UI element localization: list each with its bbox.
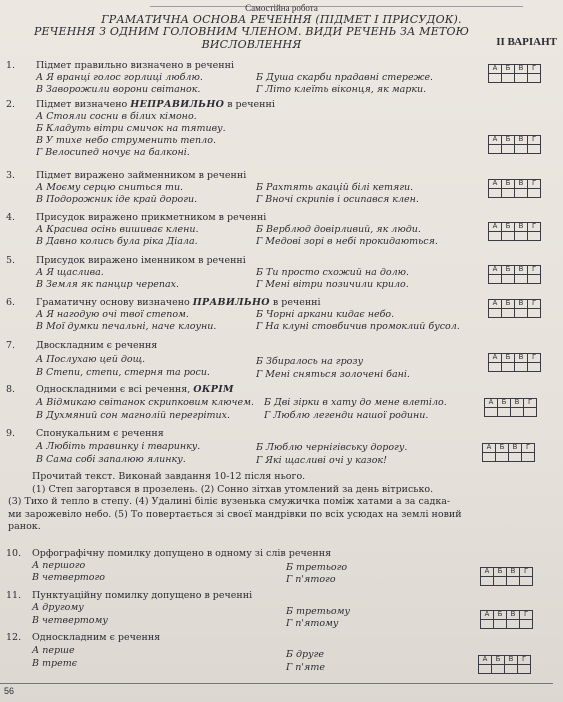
question-1: [6, 60, 557, 100]
option-b: Б Верблюд довірливий, як люди.: [256, 224, 421, 235]
answer-cell[interactable]: [489, 363, 502, 372]
option-d: Г Медові зорі в небі прокидаються.: [256, 236, 438, 247]
answer-cell[interactable]: [489, 189, 502, 198]
option-b: Б друге: [286, 649, 325, 660]
answer-cell[interactable]: [515, 145, 528, 154]
option-a: А Красива осінь вишиває клени.: [36, 224, 199, 235]
option-d: Г Мені вітри позичили крило.: [256, 279, 409, 290]
option-d: Г Вночі скрипів і осипався клен.: [256, 194, 419, 205]
option-c: В Земля як панцир черепах.: [36, 279, 180, 290]
worksheet-label: Самостійна робота: [245, 3, 318, 13]
answer-cell[interactable]: [496, 453, 509, 462]
question-5: [6, 255, 557, 295]
option-d: Г Літо клеїть віконця, як марки.: [256, 84, 427, 95]
option-b: Б Ти просто схожий на долю.: [256, 267, 410, 278]
option-d: Г п'ятого: [286, 574, 336, 585]
question-number: 7.: [6, 340, 16, 351]
option-b: Б Люблю чернігівську дорогу.: [256, 442, 408, 453]
task-11: [6, 590, 557, 630]
answer-grid-1: А Б В Г: [488, 64, 541, 83]
option-d: Г п'ятому: [286, 618, 339, 629]
option-d: Г Мені сняться золочені бані.: [256, 369, 410, 380]
task-stem: Односкладним є речення: [32, 632, 161, 643]
answer-grid-5: А Б В Г: [488, 265, 541, 284]
option-d: Г Велосипед ночує на балконі.: [36, 147, 190, 158]
option-a: А Я щаслива.: [36, 267, 104, 278]
option-c: В У тихе небо струменить тепло.: [36, 135, 216, 146]
question-number: 5.: [6, 255, 16, 266]
reading-intro: Прочитай текст. Виконай завдання 10-12 після нього.: [32, 471, 306, 482]
option-c: В Духмяний сон магнолій перегрітих.: [36, 410, 231, 421]
answer-cell[interactable]: [528, 275, 541, 284]
question-4: [6, 212, 557, 252]
answer-cell[interactable]: [515, 232, 528, 241]
reading-line-4: ранок.: [8, 521, 41, 532]
answer-cell[interactable]: [494, 620, 507, 629]
option-d: Г На клуні стовбичив промоклий бусол.: [256, 321, 460, 332]
question-stem: Присудок виражено іменником в реченні: [36, 255, 246, 266]
question-number: 9.: [6, 428, 16, 439]
option-b: Б третьому: [286, 606, 350, 617]
topic-title-line-1: ГРАМАТИЧНА ОСНОВА РЕЧЕННЯ (ПІДМЕТ І ПРИСУДОК).: [101, 13, 462, 26]
task-12: [6, 632, 557, 672]
answer-cell[interactable]: [522, 453, 535, 462]
question-number: 8.: [6, 384, 16, 395]
question-stem: Односкладними є всі речення, ОКРІМ: [36, 384, 234, 395]
option-c: В Степи, степи, стерня та роси.: [36, 367, 210, 378]
answer-cell[interactable]: [507, 577, 520, 586]
option-a: А Стояли сосни в білих кімоно.: [36, 111, 197, 122]
option-a: А першого: [32, 560, 86, 571]
answer-cell[interactable]: [492, 665, 505, 674]
option-b: Б Збиралось на грозу: [256, 356, 364, 367]
answer-cell[interactable]: [509, 453, 522, 462]
option-d: Г Люблю легенди нашої родини.: [264, 410, 429, 421]
reading-line-2: (3) Тихо й тепло в степу. (4) Удалині біліє вузенька смужичка поміж хатами а за садка-: [8, 496, 451, 507]
option-a: А Любіть травинку і тваринку.: [36, 441, 201, 452]
answer-cell[interactable]: [494, 577, 507, 586]
option-b: Б Дві зірки в хату до мене влетіло.: [264, 397, 447, 408]
task-number: 12.: [6, 632, 22, 643]
answer-cell[interactable]: [520, 620, 533, 629]
question-6: [6, 297, 557, 337]
question-number: 4.: [6, 212, 16, 223]
question-9: [6, 428, 557, 468]
reading-passage: [8, 471, 555, 534]
answer-cell[interactable]: [502, 74, 515, 83]
answer-cell[interactable]: [489, 74, 502, 83]
answer-grid-2: А Б В Г: [488, 135, 541, 154]
answer-grid-6: А Б В Г: [488, 299, 541, 318]
answer-grid-8: А Б В Г: [484, 398, 537, 417]
answer-cell[interactable]: [505, 665, 518, 674]
question-stem: Підмет виражено займенником в реченні: [36, 170, 247, 181]
option-a: А Я вранці голос горлиці люблю.: [36, 72, 203, 83]
question-stem: Спонукальним є речення: [36, 428, 164, 439]
answer-grid-9: А Б В Г: [482, 443, 535, 462]
option-b: Б третього: [286, 562, 348, 573]
answer-cell[interactable]: [485, 408, 498, 417]
answer-cell[interactable]: [528, 363, 541, 372]
option-c: В четвертого: [32, 572, 106, 583]
answer-grid-4: А Б В Г: [488, 222, 541, 241]
option-c: В четвертому: [32, 615, 108, 626]
answer-cell[interactable]: [502, 145, 515, 154]
answer-cell[interactable]: [489, 232, 502, 241]
option-c: В Сама собі запалюю ялинку.: [36, 454, 186, 465]
answer-cell[interactable]: [489, 309, 502, 318]
option-a: А другому: [32, 602, 84, 613]
answer-grid-11: А Б В Г: [480, 610, 533, 629]
answer-cell[interactable]: [481, 577, 494, 586]
answer-cell[interactable]: [489, 275, 502, 284]
option-c: В Подорожник іде край дороги.: [36, 194, 198, 205]
option-b: Б Рахтять акацій білі кетяги.: [256, 182, 414, 193]
option-b: Б Чорні аркани кидає небо.: [256, 309, 395, 320]
answer-cell[interactable]: [515, 309, 528, 318]
question-3: [6, 170, 557, 210]
answer-cell[interactable]: [502, 189, 515, 198]
option-a: А Відмикаю світанок скрипковим ключем.: [36, 397, 254, 408]
option-c: В Заворожили ворони світанок.: [36, 84, 201, 95]
option-c: В третє: [32, 658, 78, 669]
task-stem: Пунктуаційну помилку допущено в реченні: [32, 590, 253, 601]
question-7: [6, 340, 557, 380]
option-b: Б Кладуть вітри смичок на тятиву.: [36, 123, 226, 134]
answer-cell[interactable]: [528, 309, 541, 318]
question-2: [6, 99, 557, 163]
answer-cell[interactable]: [479, 665, 492, 674]
question-number: 1.: [6, 60, 16, 71]
option-d: Г п'яте: [286, 662, 325, 673]
option-a: А Моєму серцю сниться ти.: [36, 182, 184, 193]
answer-cell[interactable]: [528, 145, 541, 154]
question-number: 6.: [6, 297, 16, 308]
option-a: А Послухаю цей дощ.: [36, 354, 146, 365]
option-c: В Давно колись була ріка Діала.: [36, 236, 198, 247]
answer-cell[interactable]: [515, 74, 528, 83]
answer-cell[interactable]: [528, 232, 541, 241]
task-number: 11.: [6, 590, 22, 601]
answer-cell[interactable]: [515, 275, 528, 284]
question-stem: Присудок виражено прикметником в реченні: [36, 212, 267, 223]
answer-cell[interactable]: [511, 408, 524, 417]
answer-cell[interactable]: [507, 620, 520, 629]
answer-grid-3: А Б В Г: [488, 179, 541, 198]
answer-cell[interactable]: [528, 189, 541, 198]
option-b: Б Душа скарби прадавні стереже.: [256, 72, 434, 83]
answer-cell[interactable]: [502, 363, 515, 372]
option-a: А Я нагодую очі твої степом.: [36, 309, 189, 320]
answer-cell[interactable]: [515, 363, 528, 372]
topic-title-line-2: РЕЧЕННЯ З ОДНИМ ГОЛОВНИМ ЧЛЕНОМ. ВИДИ РЕЧЕНЬ ЗА МЕТОЮ ВИСЛОВЛЕННЯ: [33, 25, 470, 51]
question-stem: Двоскладним є речення: [36, 340, 158, 351]
answer-cell[interactable]: [518, 665, 531, 674]
question-8: [6, 384, 557, 424]
task-stem: Орфографічну помилку допущено в одному зі слів речення: [32, 548, 332, 559]
answer-cell[interactable]: [502, 232, 515, 241]
answer-cell[interactable]: [515, 189, 528, 198]
answer-cell[interactable]: [481, 620, 494, 629]
answer-cell[interactable]: [498, 408, 511, 417]
question-number: 2.: [6, 99, 16, 110]
option-c: В Мої думки печальні, наче клоуни.: [36, 321, 217, 332]
question-stem: Граматичну основу визначено ПРАВИЛЬНО в реченні: [36, 297, 321, 308]
answer-cell[interactable]: [520, 577, 533, 586]
answer-cell[interactable]: [528, 74, 541, 83]
answer-grid-12: А Б В Г: [478, 655, 531, 674]
answer-grid-7: А Б В Г: [488, 353, 541, 372]
question-stem: Підмет правильно визначено в реченні: [36, 60, 235, 71]
task-number: 10.: [6, 548, 22, 559]
answer-cell[interactable]: [502, 275, 515, 284]
question-number: 3.: [6, 170, 16, 181]
option-d: Г Які щасливі очі у казок!: [256, 455, 387, 466]
reading-line-1: (1) Степ загортався в прозелень. (2) Сонно зітхав утомлений за день вітрисько.: [32, 483, 434, 495]
answer-grid-10: А Б В Г: [480, 567, 533, 586]
footer-rule: [0, 683, 553, 684]
reading-line-3: ми зарожевіло небо. (5) То повертається зі своєї мандрівки по всіх усюдах на землі новий: [8, 508, 462, 520]
question-stem: Підмет визначено НЕПРАВИЛЬНО в реченні: [36, 99, 275, 110]
variant-label: ІІ ВАРІАНТ: [496, 36, 557, 48]
answer-cell[interactable]: [483, 453, 496, 462]
task-10: [6, 548, 557, 588]
answer-cell[interactable]: [489, 145, 502, 154]
answer-cell[interactable]: [502, 309, 515, 318]
answer-cell[interactable]: [524, 408, 537, 417]
page-number: 56: [4, 686, 15, 696]
option-a: А перше: [32, 645, 75, 656]
